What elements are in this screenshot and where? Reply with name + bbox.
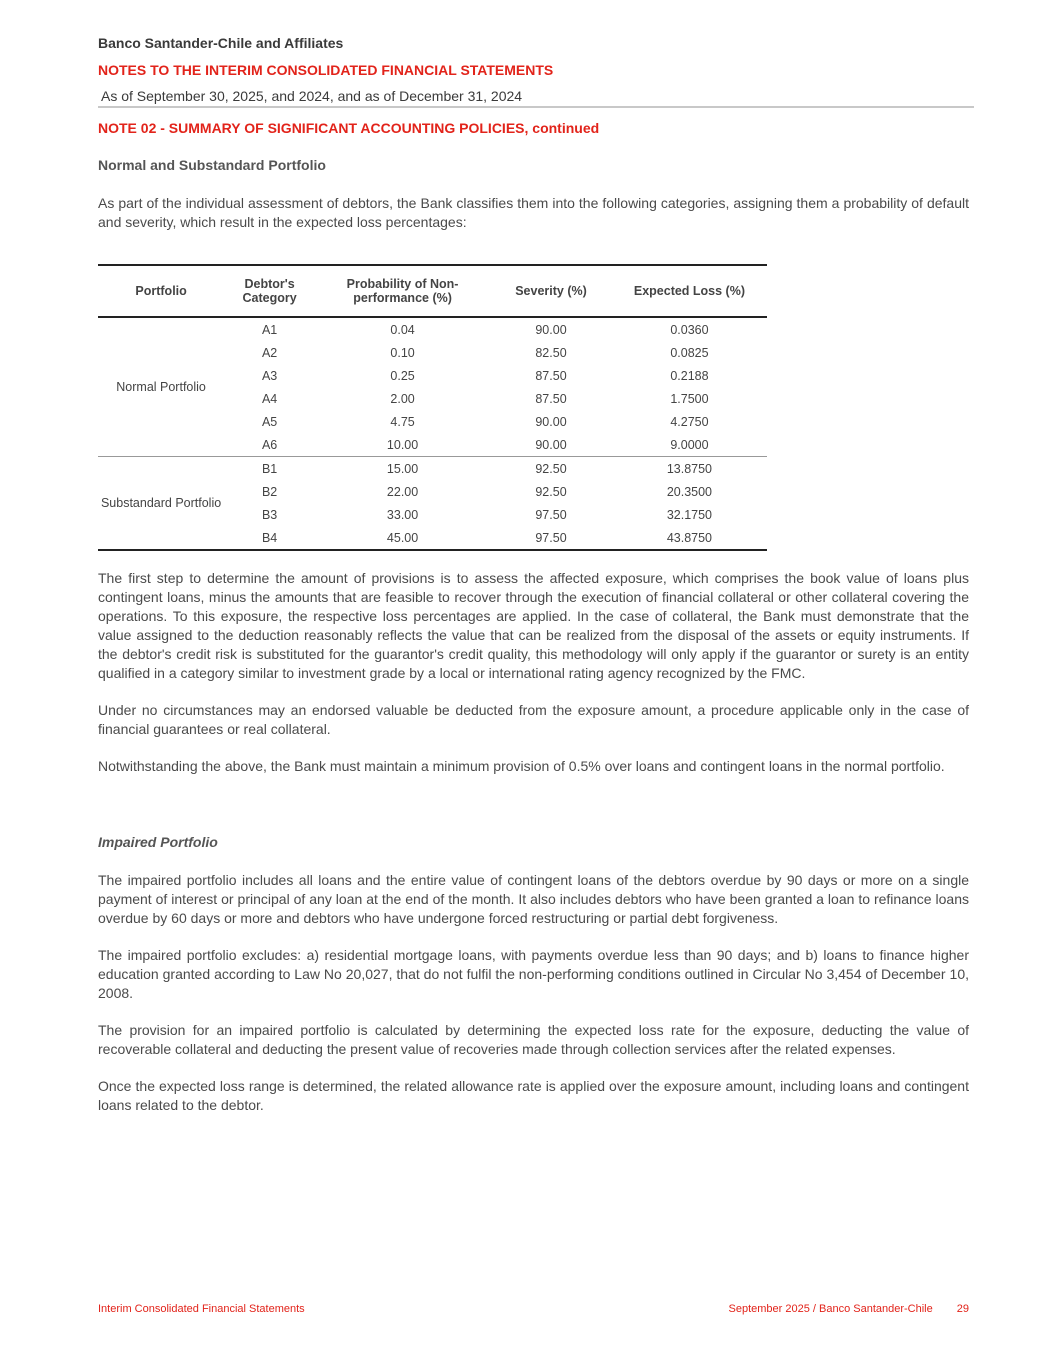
table-cell: A1 bbox=[261, 322, 278, 337]
as-of-date: As of September 30, 2025, and 2024, and as of December 31, 2024 bbox=[101, 88, 523, 104]
table-row bbox=[98, 317, 767, 341]
body-paragraph: The impaired portfolio excludes: a) residential mortgage loans, with payments overdue less than 90 days; and b) loans to finance higher education granted according to Law No 20,027, that do not fulfil the non-performing conditions outlined in Circular No 3,454 of December 10, 2008. bbox=[98, 947, 969, 1001]
portfolio-name: Substandard Portfolio bbox=[98, 457, 224, 551]
table-cell: 43.8750 bbox=[612, 526, 767, 550]
table-cell: 0.0360 bbox=[670, 322, 709, 337]
col-header: Debtor's Category bbox=[224, 265, 315, 317]
table-cell: 15.00 bbox=[315, 457, 490, 481]
intro-paragraph: As part of the individual assessment of debtors, the Bank classifies them into the following categories, assigning them a probability of default and severity, which result in the expected loss percentages: bbox=[98, 195, 969, 230]
table-cell: A4 bbox=[261, 391, 278, 406]
table-cell: B1 bbox=[224, 457, 315, 481]
table-cell: A5 bbox=[261, 414, 278, 429]
body-paragraph: The impaired portfolio includes all loans and the entire value of contingent loans of the debtors overdue by 90 days or more on a single payment of interest or principal of any loan at the end of the month. It also includes debtors who have been granted a loan to refinance loans overdue by 60 days or more and debtors who have undergone forced restructuring or partial debt forgiveness. bbox=[98, 872, 969, 926]
col-header: Probability of Non-performance (%) bbox=[315, 265, 490, 317]
table-cell: 1.7500 bbox=[670, 391, 709, 406]
table-cell: 0.2188 bbox=[670, 368, 709, 383]
table-cell: 45.00 bbox=[315, 526, 490, 550]
col-header: Expected Loss (%) bbox=[612, 265, 767, 317]
footer-publication: September 2025 / Banco Santander-Chile bbox=[728, 1303, 933, 1315]
note-title: NOTE 02 - SUMMARY OF SIGNIFICANT ACCOUNTING POLICIES, continued bbox=[98, 120, 600, 136]
footer-right bbox=[729, 1303, 970, 1315]
table-cell: 0.04 bbox=[390, 322, 415, 337]
table-cell: 92.50 bbox=[535, 484, 567, 499]
table-cell: A3 bbox=[261, 368, 278, 383]
table-cell: 32.1750 bbox=[666, 507, 713, 522]
table-cell: 13.8750 bbox=[612, 457, 767, 481]
table-cell: 0.0825 bbox=[670, 345, 709, 360]
table-cell: B2 bbox=[261, 484, 278, 499]
table-cell: 33.00 bbox=[386, 507, 419, 522]
col-header: Portfolio bbox=[98, 265, 224, 317]
loss-table bbox=[98, 264, 767, 551]
body-paragraph: Notwithstanding the above, the Bank must maintain a minimum provision of 0.5% over loans and contingent loans in the normal portfolio. bbox=[98, 758, 945, 774]
section-heading: Normal and Substandard Portfolio bbox=[98, 157, 326, 173]
table-cell: 4.75 bbox=[390, 414, 415, 429]
table-cell: 90.00 bbox=[535, 414, 567, 429]
table-cell: 22.00 bbox=[386, 484, 419, 499]
table-cell: 9.0000 bbox=[670, 437, 709, 452]
header-divider bbox=[98, 106, 974, 108]
table-cell: B4 bbox=[224, 526, 315, 550]
table-cell: 97.50 bbox=[490, 526, 612, 550]
company-name: Banco Santander-Chile and Affiliates bbox=[98, 35, 344, 51]
table-row bbox=[98, 457, 767, 481]
notes-title: NOTES TO THE INTERIM CONSOLIDATED FINANCIAL STATEMENTS bbox=[98, 62, 554, 78]
table-cell: 90.00 bbox=[535, 322, 567, 337]
table-cell: 0.25 bbox=[390, 368, 415, 383]
table-cell: 87.50 bbox=[535, 368, 567, 383]
body-paragraph: Under no circumstances may an endorsed valuable be deducted from the exposure amount, a procedure applicable only in the case of financial guarantees or real collateral. bbox=[98, 702, 969, 737]
col-header: Severity (%) bbox=[490, 265, 612, 317]
table-cell: 20.3500 bbox=[666, 484, 713, 499]
body-paragraph: Once the expected loss range is determined, the related allowance rate is applied over the exposure amount, including loans and contingent loans related to the debtor. bbox=[98, 1078, 969, 1113]
table-cell: 90.00 bbox=[535, 437, 567, 452]
table-cell: 2.00 bbox=[390, 391, 415, 406]
table-cell: 4.2750 bbox=[670, 414, 709, 429]
table-cell: A2 bbox=[261, 345, 278, 360]
section-heading: Impaired Portfolio bbox=[98, 834, 218, 850]
page-number: 29 bbox=[956, 1303, 969, 1315]
table-cell: 87.50 bbox=[535, 391, 567, 406]
body-paragraph: The first step to determine the amount of provisions is to assess the affected exposure, which comprises the book value of loans plus contingent loans, minus the amounts that are feasible to recover through the execution of financial collateral or other collateral covering the operations. To this exposure, the respective loss percentages are applied. In the case of collateral, the Bank must demonstrate that the value assigned to the deduction reasonably reflects the value that can be realized from the disposal of the assets or equity instruments. If the debtor's credit risk is substituted for the guarantor's credit quality, this methodology will only apply if the guarantor or surety is an entity qualified in a category similar to investment grade by a local or international rating agency recognized by the FMC. bbox=[98, 570, 969, 681]
table-cell: 10.00 bbox=[386, 437, 419, 452]
table-cell: 0.10 bbox=[390, 345, 415, 360]
table-cell: 92.50 bbox=[490, 457, 612, 481]
body-paragraph: The provision for an impaired portfolio is calculated by determining the expected loss rate for the exposure, deducting the value of recoverable collateral and deducting the present value of recoveries made through collection services after the related expenses. bbox=[98, 1022, 969, 1057]
table-cell: 97.50 bbox=[535, 507, 567, 522]
table-cell: A6 bbox=[261, 437, 278, 452]
table-cell: 82.50 bbox=[535, 345, 567, 360]
footer-left: Interim Consolidated Financial Statements bbox=[98, 1303, 305, 1315]
portfolio-name: Normal Portfolio bbox=[116, 380, 206, 394]
table-cell: B3 bbox=[261, 507, 278, 522]
